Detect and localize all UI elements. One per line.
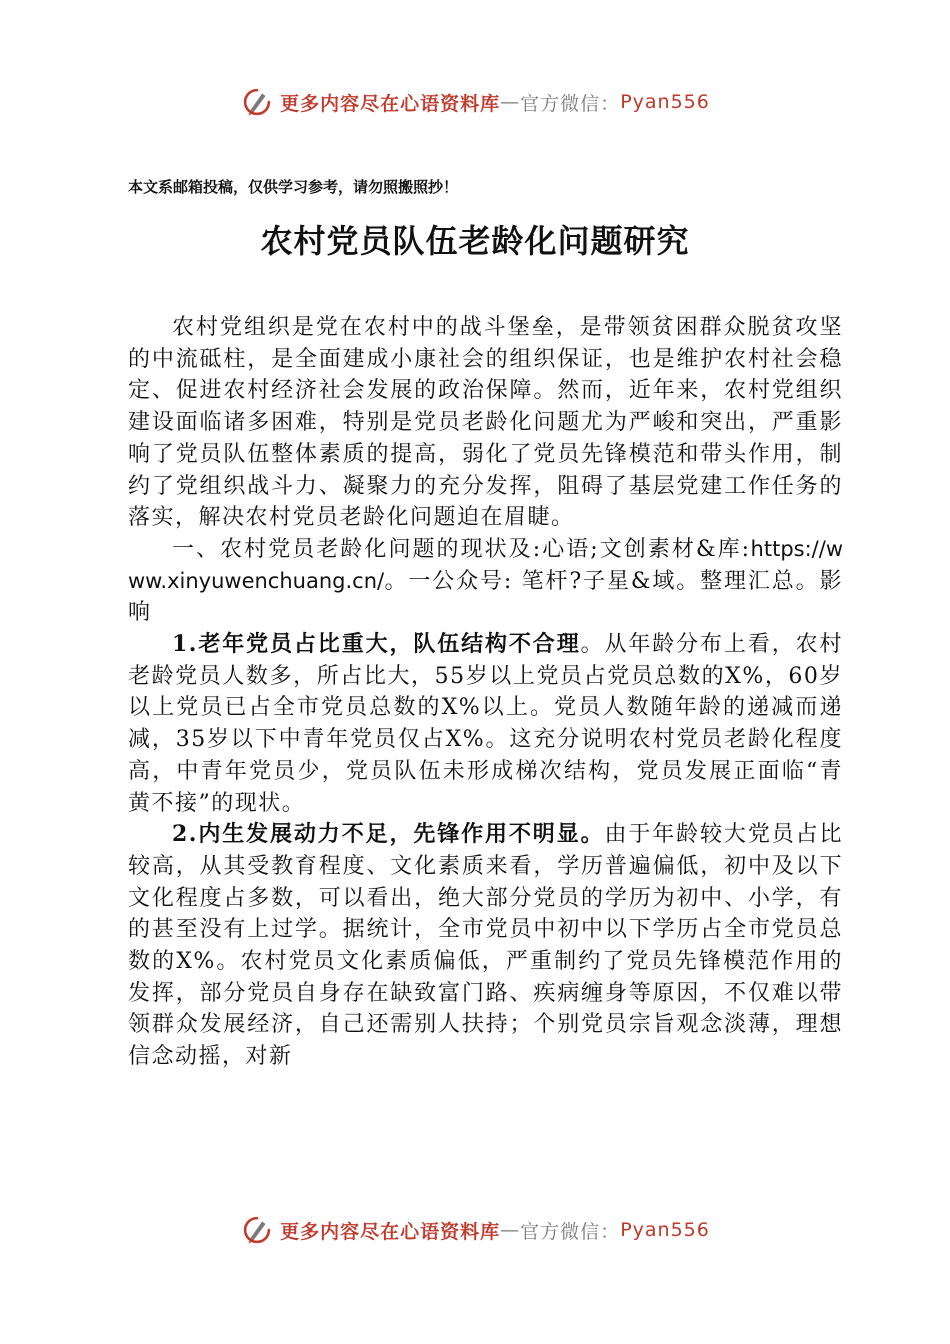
header-banner	[0, 82, 950, 122]
point-2-lead: 2.内生发展动力不足，先锋作用不明显。	[172, 821, 605, 848]
article-body	[128, 312, 843, 1073]
fountain-pen-logo-icon	[240, 1213, 274, 1247]
page-title: 农村党员队伍老龄化问题研究	[260, 222, 690, 260]
source-url-link[interactable]: https://www.xinyuwenchuang.cn/	[128, 536, 843, 593]
point-2-body: 由于年龄较大党员占比较高，从其受教育程度、文化素质来看，学历普遍偏低，初中及以下文化程度占多数，可以看出，绝大部分党员的学历为初中、小学，有的甚至没有上过学。据统计，全市党员中初中以下学历占全市党员总数的X%。农村党员文化素质偏低，严重制约了党员先锋模范作用的发挥，部分党员自身存在缺致富门路、疾病缠身等原因，不仅难以带领群众发展经济，自己还需别人扶持；个别党员宗旨观念淡薄，理想信念动摇，对新	[128, 822, 843, 1070]
fountain-pen-logo-icon	[240, 85, 274, 119]
banner-wechat-id: Pyan556	[620, 91, 710, 113]
footer-separator: —	[500, 1219, 521, 1241]
footer-brand-text: 更多内容尽在心语资料库	[280, 1220, 501, 1243]
footer-banner	[0, 1210, 950, 1250]
section-1-text-a: 一、农村党员老龄化问题的现状及:心语;文创素材&库:	[172, 536, 751, 562]
disclaimer-notice: 本文系邮箱投稿，仅供学习参考，请勿照搬照抄！	[128, 178, 459, 196]
footer-official-label: 官方微信：	[520, 1220, 621, 1243]
point-1-lead: 1.老年党员占比重大，队伍结构不合理	[172, 631, 581, 658]
banner-brand-text: 更多内容尽在心语资料库	[280, 92, 501, 115]
intro-paragraph: 农村党组织是党在农村中的战斗堡垒，是带领贫困群众脱贫攻坚的中流砥柱，是全面建成小康社会的组织保证，也是维护农村社会稳定、促进农村经济社会发展的政治保障。然而，近年来，农村党组织建设面临诸多困难，特别是党员老龄化问题尤为严峻和突出，严重影响了党员队伍整体素质的提高，弱化了党员先锋模范和带头作用，制约了党组织战斗力、凝聚力的充分发挥，阻碍了基层党建工作任务的落实，解决农村党员老龄化问题迫在眉睫。	[128, 315, 843, 531]
section-heading-1	[128, 534, 843, 629]
section-1-text-b: 。一公众号: 笔杆?子星&域。整理汇总。影响	[128, 568, 843, 626]
point-1-body: 。从年龄分布上看，农村老龄党员人数多，所占比大，55岁以上党员占党员总数的X%，60岁以上党员已占全市党员总数的X%以上。党员人数随年龄的递减而递减，35岁以下中青年党员仅占X%。这充分说明农村党员老龄化程度高，中青年党员少，党员队伍未形成梯次结构，党员发展正面临“青黄不接”的现状。	[128, 632, 843, 816]
point-2-paragraph	[128, 819, 843, 1073]
banner-separator: —	[500, 91, 521, 113]
footer-wechat-id: Pyan556	[620, 1219, 710, 1241]
point-1-paragraph	[128, 629, 843, 819]
banner-official-label: 官方微信：	[520, 92, 621, 115]
